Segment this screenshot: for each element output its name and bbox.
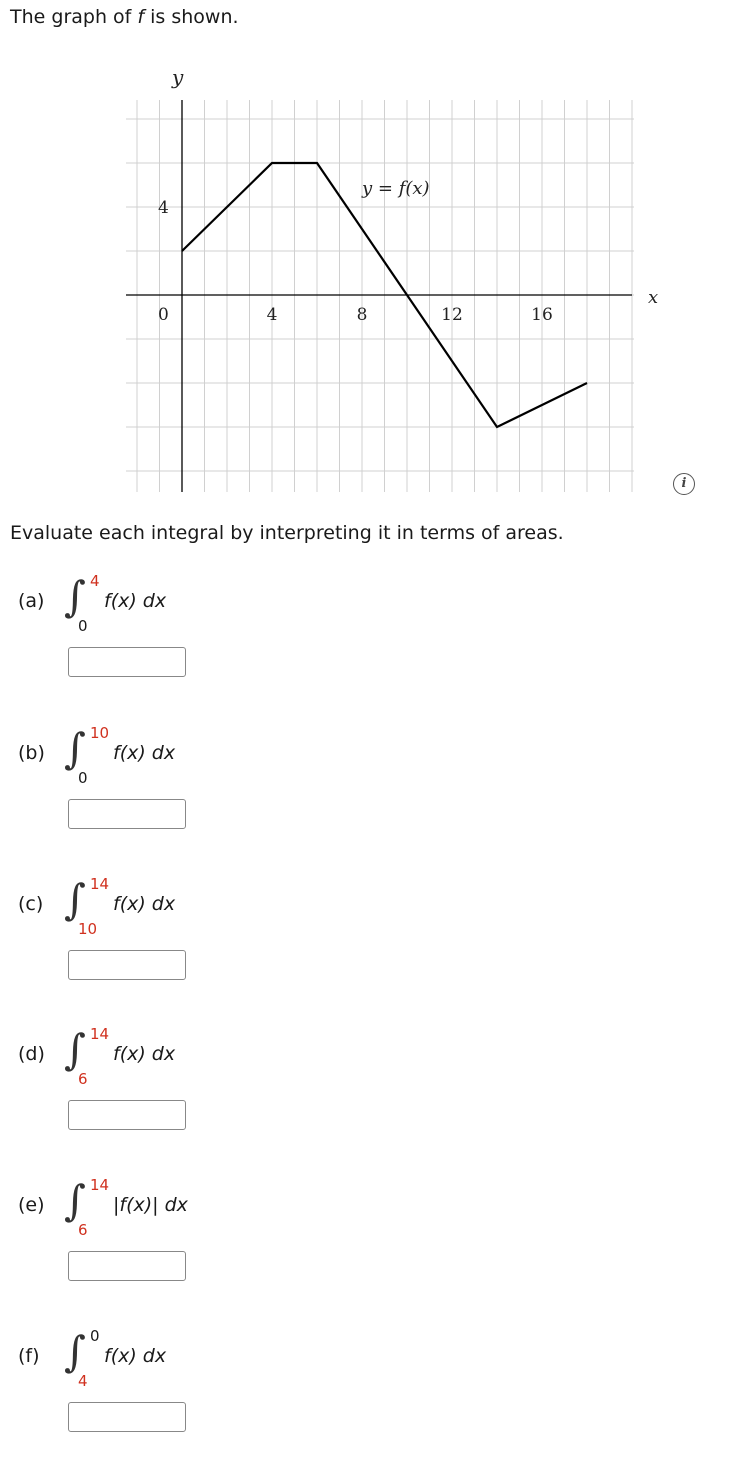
integrand: f(x) dx [113,1043,176,1065]
lower-limit: 10 [78,920,98,938]
answer-input[interactable] [68,1100,186,1130]
upper-limit: 4 [90,572,100,590]
answer-input[interactable] [68,1251,186,1281]
intro-after: is shown. [144,6,239,28]
part-label: (b) [18,742,45,764]
integrand: |f(x)| dx [113,1194,188,1216]
integral-part [0,570,732,700]
info-icon[interactable]: i [673,473,695,495]
x-tick-label: 16 [531,305,553,325]
answer-input[interactable] [68,950,186,980]
integrand: f(x) dx [113,742,176,764]
instructions: Evaluate each integral by interpreting it in terms of areas. [10,522,564,544]
integral-sign: ∫ [64,1176,86,1225]
x-tick-label: 12 [441,305,463,325]
integral-sign: ∫ [64,724,86,773]
integral-part [0,1325,732,1455]
curve-label: y = f(x) [362,178,430,199]
integral-sign: ∫ [64,875,86,924]
part-label: (a) [18,590,45,612]
intro-f: f [137,6,145,28]
lower-limit: 0 [78,617,88,635]
answer-input[interactable] [68,647,186,677]
x-axis-label: x [648,287,659,308]
integral-part [0,722,732,852]
part-label: (e) [18,1194,45,1216]
integrand: f(x) dx [113,893,176,915]
function-graph [0,60,732,500]
integral-sign: ∫ [64,1327,86,1376]
y-tick-label: 4 [158,198,169,218]
integral-sign: ∫ [64,1025,86,1074]
integral-sign: ∫ [64,572,86,621]
answer-input[interactable] [68,1402,186,1432]
upper-limit: 0 [90,1327,100,1345]
part-label: (d) [18,1043,45,1065]
upper-limit: 14 [90,1176,110,1194]
upper-limit: 14 [90,875,110,893]
upper-limit: 10 [90,724,110,742]
x-tick-label: 8 [356,305,368,325]
integral-part [0,1023,732,1153]
integrand: f(x) dx [104,1345,167,1367]
answer-input[interactable] [68,799,186,829]
integral-part [0,873,732,1003]
part-label: (c) [18,893,44,915]
intro-text [10,6,239,28]
integral-part [0,1174,732,1304]
lower-limit: 6 [78,1221,88,1239]
lower-limit: 4 [78,1372,88,1390]
lower-limit: 6 [78,1070,88,1088]
upper-limit: 14 [90,1025,110,1043]
part-label: (f) [18,1345,40,1367]
intro-before: The graph of [10,6,138,28]
integrand: f(x) dx [104,590,167,612]
y-axis-label: y [172,65,184,89]
x-tick-label: 0 [158,305,169,325]
x-tick-label: 4 [266,305,278,325]
lower-limit: 0 [78,769,88,787]
